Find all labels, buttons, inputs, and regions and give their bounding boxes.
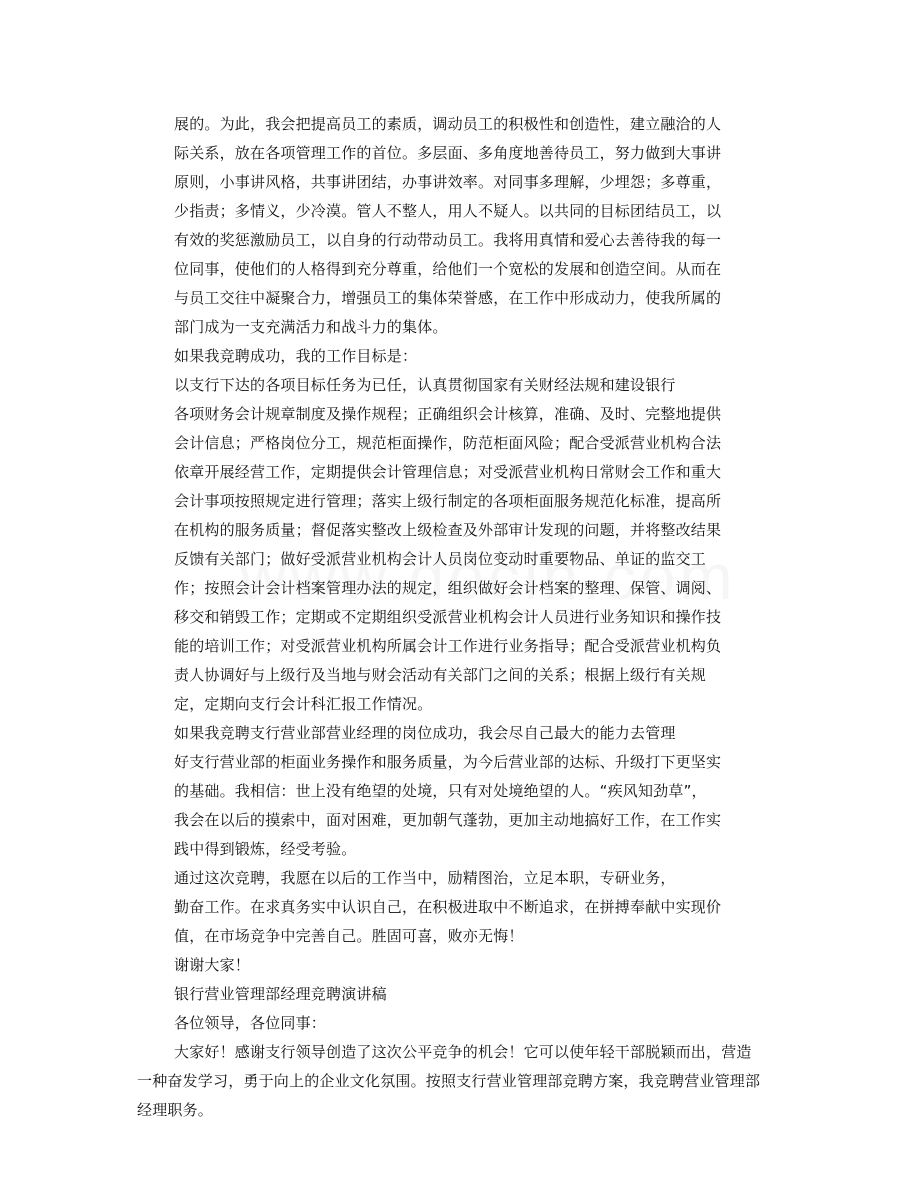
text-line: 部门成为一支充满活力和战斗力的集体。 xyxy=(174,318,448,336)
text-line: 谢谢大家！ xyxy=(174,956,251,974)
text-line: 作；按照会计会计档案管理办法的规定，组织做好会计档案的整理、保管、调阅、 xyxy=(174,579,722,597)
text-line: 值，在市场竞争中完善自己。胜固可喜，败亦无悔！ xyxy=(174,927,524,945)
text-line: 反馈有关部门；做好受派营业机构会计人员岗位变动时重要物品、单证的监交工 xyxy=(174,550,707,568)
text-line: 经理职务。 xyxy=(137,1101,214,1119)
text-line: 少指责；多情义，少冷漠。管人不整人，用人不疑人。以共同的目标团结员工，以 xyxy=(174,202,722,220)
text-line: 我会在以后的摸索中，面对困难，更加朝气蓬勃，更加主动地搞好工作，在工作实 xyxy=(174,811,722,829)
text-line: 责人协调好与上级行及当地与财会活动有关部门之间的关系；根据上级行有关规 xyxy=(174,666,707,684)
text-line: 好支行营业部的柜面业务操作和服务质量，为今后营业部的达标、升级打下更坚实 xyxy=(174,753,722,771)
text-line: 践中得到锻炼，经受考验。 xyxy=(174,840,357,858)
text-line: 一种奋发学习，勇于向上的企业文化氛围。按照支行营业管理部竞聘方案，我竞聘营业管理部 xyxy=(137,1072,761,1090)
text-line: 会计事项按照规定进行管理；落实上级行制定的各项柜面服务规范化标准，提高所 xyxy=(174,492,722,510)
text-line: 的基础。我相信：世上没有绝望的处境，只有对处境绝望的人。“疾风知劲草”， xyxy=(174,782,707,800)
text-line: 大家好！感谢支行领导创造了这次公平竞争的机会！它可以使年轻干部脱颖而出，营造 xyxy=(174,1043,752,1061)
text-line: 际关系，放在各项管理工作的首位。多层面、多角度地善待员工，努力做到大事讲 xyxy=(174,144,722,162)
text-line: 勤奋工作。在求真务实中认识自己，在积极进取中不断追求，在拼搏奉献中实现价 xyxy=(174,898,722,916)
text-line: 通过这次竞聘，我愿在以后的工作当中，励精图治，立足本职，专研业务， xyxy=(174,869,676,887)
text-line: 如果我竞聘支行营业部营业经理的岗位成功，我会尽自己最大的能力去管理 xyxy=(174,724,676,742)
text-line: 位同事，使他们的人格得到充分尊重，给他们一个宽松的发展和创造空间。从而在 xyxy=(174,260,722,278)
text-line: 如果我竞聘成功，我的工作目标是： xyxy=(174,347,418,365)
text-line: 会计信息；严格岗位分工，规范柜面操作，防范柜面风险；配合受派营业机构合法 xyxy=(174,434,722,452)
text-line: 有效的奖惩激励员工，以自身的行动带动员工。我将用真情和爱心去善待我的每一 xyxy=(174,231,722,249)
salutation: 各位领导，各位同事： xyxy=(174,1014,327,1032)
text-line: 能的培训工作；对受派营业机构所属会计工作进行业务指导；配合受派营业机构负 xyxy=(174,637,722,655)
text-line: 在机构的服务质量；督促落实整改上级检查及外部审计发现的问题，并将整改结果 xyxy=(174,521,722,539)
text-line: 展的。为此，我会把提高员工的素质，调动员工的积极性和创造性，建立融洽的人 xyxy=(174,115,722,133)
doc-title: 银行营业管理部经理竞聘演讲稿 xyxy=(174,985,387,1003)
text-line: 各项财务会计规章制度及操作规程；正确组织会计核算，准确、及时、完整地提供 xyxy=(174,405,722,423)
text-line: 依章开展经营工作，定期提供会计管理信息；对受派营业机构日常财会工作和重大 xyxy=(174,463,722,481)
text-line: 定，定期向支行会计科汇报工作情况。 xyxy=(174,695,433,713)
text-line: 以支行下达的各项目标任务为已任，认真贯彻国家有关财经法规和建设银行 xyxy=(174,376,676,394)
text-line: 原则，小事讲风格，共事讲团结，办事讲效率。对同事多理解，少埋怨；多尊重， xyxy=(174,173,722,191)
text-line: 移交和销毁工作；定期或不定期组织受派营业机构会计人员进行业务知识和操作技 xyxy=(174,608,722,626)
text-line: 与员工交往中凝聚合力，增强员工的集体荣誉感，在工作中形成动力，使我所属的 xyxy=(174,289,722,307)
